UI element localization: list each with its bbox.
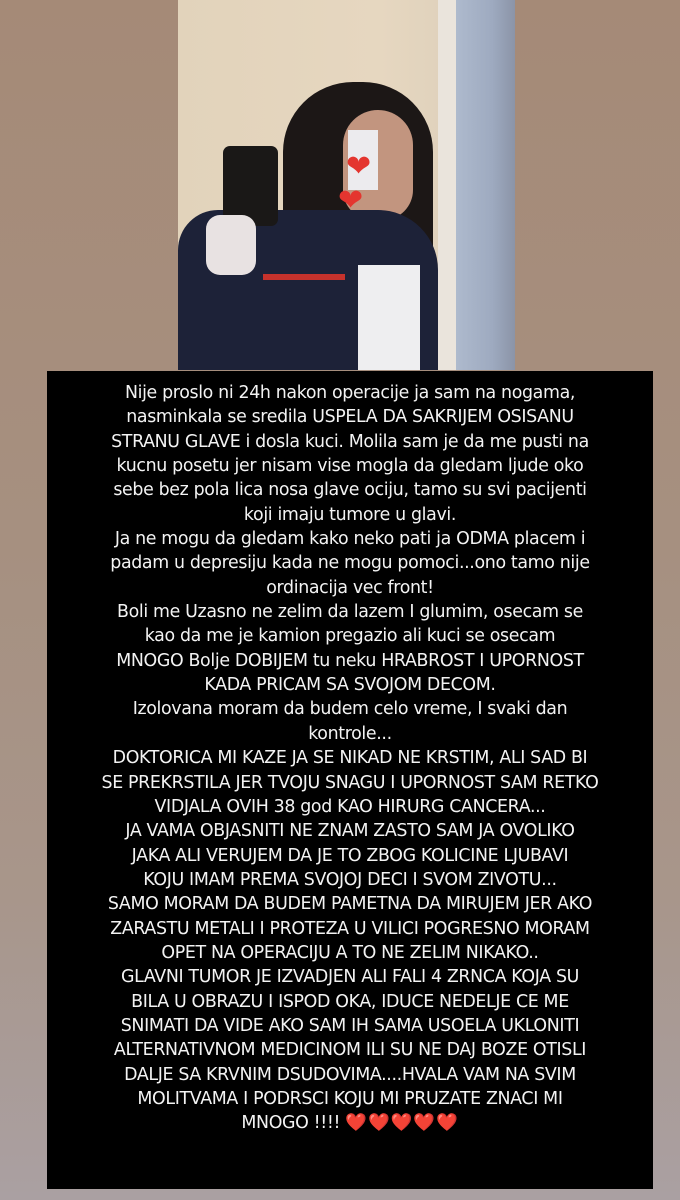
caption-line: VIDJALA OVIH 38 god KAO HIRURG CANCERA... xyxy=(154,796,546,817)
caption-line: BILA U OBRAZU I ISPOD OKA, IDUCE NEDELJE CE ME xyxy=(131,991,569,1012)
phone xyxy=(223,146,278,226)
caption-line: padam u depresiju kada ne mogu pomoci...ono tamo nije xyxy=(110,553,590,574)
caption-line: Ja ne mogu da gledam kako neko pati ja ODMA placem i xyxy=(114,529,586,550)
door-frame xyxy=(438,0,456,370)
caption-line: DOKTORICA MI KAZE JA SE NIKAD NE KRSTIM, ALI SAD BI xyxy=(112,748,588,769)
caption-line: MOLITVAMA I PODRSCI KOJU MI PRUZATE ZNACI MI xyxy=(137,1088,563,1109)
heart-emoji-icon: ❤ xyxy=(338,183,364,218)
bandaged-hand xyxy=(206,215,256,275)
caption-last-text: MNOGO !!!! xyxy=(241,1113,346,1134)
caption-line: KADA PRICAM SA SVOJOM DECOM. xyxy=(204,675,496,696)
caption-line: MNOGO Bolje DOBIJEM tu neku HRABROST I UPORNOST xyxy=(116,650,584,671)
caption-line: sebe bez pola lica nosa glave ociju, tamo su svi pacijenti xyxy=(113,480,587,501)
caption-line: JAKA ALI VERUJEM DA JE TO ZBOG KOLICINE LJUBAVI xyxy=(131,845,569,866)
heart-emoji-icon: ❤️❤️❤️❤️❤️ xyxy=(345,1113,459,1134)
heart-emoji-icon: ❤ xyxy=(346,149,372,184)
caption-line: SNIMATI DA VIDE AKO SAM IH SAMA USOELA UKLONITI xyxy=(120,1015,580,1036)
caption-line: JA VAMA OBJASNITI NE ZNAM ZASTO SAM JA OVOLIKO xyxy=(125,821,575,842)
caption-line: KOJU IMAM PREMA SVOJOJ DECI I SVOM ZIVOTU... xyxy=(143,869,557,890)
caption-line: GLAVNI TUMOR JE IZVADJEN ALI FALI 4 ZRNCA KOJA SU xyxy=(120,967,580,988)
caption-line: kao da me je kamion pregazio ali kuci se osecam xyxy=(144,626,556,647)
caption-line: ALTERNATIVNOM MEDICINOM ILI SU NE DAJ BOZE OTISLI xyxy=(113,1040,587,1061)
caption-line: DALJE SA KRVNIM DSUDOVIMA....HVALA VAM NA SVIM xyxy=(124,1064,576,1085)
caption-line: nasminkala se sredila USPELA DA SAKRIJEM OSISANU xyxy=(126,407,574,428)
caption-line: kucnu posetu jer nisam vise mogla da gledam ljude oko xyxy=(116,456,584,477)
shirt xyxy=(358,265,420,370)
caption-line: ordinacija vec front! xyxy=(266,577,434,598)
jacket-stripe xyxy=(263,274,345,280)
caption-line: SAMO MORAM DA BUDEM PAMETNA DA MIRUJEM JER AKO xyxy=(107,894,593,915)
caption-line: koji imaju tumore u glavi. xyxy=(243,504,457,525)
caption-line: OPET NA OPERACIJU A TO NE ZELIM NIKAKO.. xyxy=(161,942,539,963)
caption-line: SE PREKRSTILA JER TVOJU SNAGU I UPORNOST SAM RETKO xyxy=(101,772,599,793)
story-photo xyxy=(178,0,515,370)
caption-line: Nije proslo ni 24h nakon operacije ja sam na nogama, xyxy=(124,383,576,403)
caption-line: Izolovana moram da budem celo vreme, I svaki dan xyxy=(132,699,568,720)
caption-line: kontrole... xyxy=(308,723,392,744)
story-caption xyxy=(47,371,653,1189)
caption-line: Boli me Uzasno ne zelim da lazem I glumim, osecam se xyxy=(117,602,583,623)
caption-line-last xyxy=(61,1111,639,1135)
caption-line: ZARASTU METALI I PROTEZA U VILICI POGRESNO MORAM xyxy=(110,918,590,939)
door xyxy=(456,0,515,370)
caption-line: STRANU GLAVE i dosla kuci. Molila sam je da me pusti na xyxy=(111,431,589,452)
